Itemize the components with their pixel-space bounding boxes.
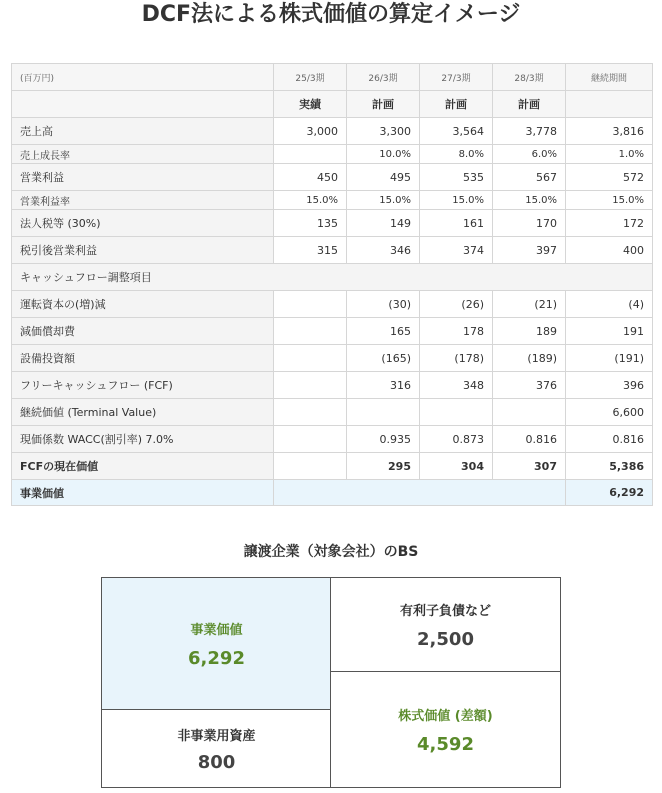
non-business-assets-amount: 800 <box>197 751 236 773</box>
period-header: 25/3期 <box>274 64 347 91</box>
bs-debt-box <box>330 577 561 673</box>
row-value: 161 <box>420 210 493 237</box>
row-label: 税引後営業利益 <box>12 237 274 264</box>
row-value: (165) <box>347 345 420 372</box>
row-value: 295 <box>347 453 420 480</box>
table-row <box>12 399 653 426</box>
row-value: 567 <box>493 164 566 191</box>
row-value: 1.0% <box>566 145 653 164</box>
row-value: 3,300 <box>347 118 420 145</box>
row-value: (26) <box>420 291 493 318</box>
type-header: 計画 <box>420 91 493 118</box>
unit-label: (百万円) <box>12 64 274 91</box>
table-row <box>12 164 653 191</box>
cf-adjustment-header: キャッシュフロー調整項目 <box>12 264 653 291</box>
equity-value-label: 株式価値 (差額) <box>398 708 493 724</box>
type-header: 計画 <box>493 91 566 118</box>
non-business-assets-label: 非事業用資産 <box>177 728 256 744</box>
table-row <box>12 210 653 237</box>
row-label: 営業利益 <box>12 164 274 191</box>
row-label: 現価係数 WACC(割引率) 7.0% <box>12 426 274 453</box>
row-value: 0.816 <box>493 426 566 453</box>
table-row <box>12 237 653 264</box>
row-value: 135 <box>274 210 347 237</box>
row-value: 346 <box>347 237 420 264</box>
row-value: 165 <box>347 318 420 345</box>
row-value: 535 <box>420 164 493 191</box>
business-value-label: 事業価値 <box>190 623 243 638</box>
row-value: (21) <box>493 291 566 318</box>
debt-label: 有利子負債など <box>399 604 491 619</box>
row-value: (189) <box>493 345 566 372</box>
row-value: 10.0% <box>347 145 420 164</box>
business-value-amount: 6,292 <box>188 648 245 669</box>
type-header <box>566 91 653 118</box>
row-value <box>274 345 347 372</box>
period-header: 28/3期 <box>493 64 566 91</box>
period-header: 26/3期 <box>347 64 420 91</box>
table-row <box>12 453 653 480</box>
period-header-row <box>12 64 653 91</box>
table-row <box>12 372 653 399</box>
bs-non-business-assets-box <box>101 709 332 788</box>
row-value <box>347 399 420 426</box>
bs-title: 譲渡企業（対象会社）のBS <box>243 544 419 560</box>
type-header-blank <box>12 91 274 118</box>
row-value: 6,600 <box>566 399 653 426</box>
row-value: 15.0% <box>274 191 347 210</box>
row-value <box>274 426 347 453</box>
row-value <box>274 453 347 480</box>
row-label: 設備投資額 <box>12 345 274 372</box>
row-value: 315 <box>274 237 347 264</box>
row-label: 運転資本の(増)減 <box>12 291 274 318</box>
row-value: 450 <box>274 164 347 191</box>
table-row <box>12 291 653 318</box>
row-value: 376 <box>493 372 566 399</box>
row-value: 6.0% <box>493 145 566 164</box>
bs-equity-box <box>330 671 561 788</box>
dcf-table <box>11 63 653 506</box>
table-row <box>12 426 653 453</box>
row-label: 営業利益率 <box>12 191 274 210</box>
row-value <box>420 399 493 426</box>
row-value: 316 <box>347 372 420 399</box>
row-value: 15.0% <box>566 191 653 210</box>
business-value-amount: 6,292 <box>566 480 653 506</box>
row-value: 495 <box>347 164 420 191</box>
row-value: 3,778 <box>493 118 566 145</box>
business-value-label: 事業価値 <box>12 480 274 506</box>
row-value <box>274 291 347 318</box>
row-value: 178 <box>420 318 493 345</box>
row-value <box>274 318 347 345</box>
row-value: 3,564 <box>420 118 493 145</box>
row-value: 304 <box>420 453 493 480</box>
row-value: (30) <box>347 291 420 318</box>
table-row <box>12 145 653 164</box>
period-header: 継続期間 <box>566 64 653 91</box>
row-value: 397 <box>493 237 566 264</box>
equity-value-amount: 4,592 <box>417 733 474 755</box>
debt-amount: 2,500 <box>417 629 474 650</box>
row-label: 売上成長率 <box>12 145 274 164</box>
business-value-row <box>12 480 653 506</box>
period-header: 27/3期 <box>420 64 493 91</box>
row-value: 572 <box>566 164 653 191</box>
row-value: 191 <box>566 318 653 345</box>
cf-adjustment-header-row <box>12 264 653 291</box>
table-row <box>12 318 653 345</box>
row-value <box>493 399 566 426</box>
row-label: FCFの現在価値 <box>12 453 274 480</box>
row-value: 5,386 <box>566 453 653 480</box>
page-title: DCF法による株式価値の算定イメージ <box>141 2 521 27</box>
row-value: 15.0% <box>347 191 420 210</box>
row-value: 15.0% <box>420 191 493 210</box>
row-value <box>274 145 347 164</box>
row-value: 149 <box>347 210 420 237</box>
row-value: 0.816 <box>566 426 653 453</box>
row-value <box>274 399 347 426</box>
row-value: 8.0% <box>420 145 493 164</box>
bs-business-value-box <box>101 577 332 711</box>
row-value: (191) <box>566 345 653 372</box>
type-header: 実績 <box>274 91 347 118</box>
row-value: 0.935 <box>347 426 420 453</box>
row-value <box>274 372 347 399</box>
row-value: (4) <box>566 291 653 318</box>
row-value: 3,000 <box>274 118 347 145</box>
row-value: 15.0% <box>493 191 566 210</box>
row-value: 396 <box>566 372 653 399</box>
row-value: 170 <box>493 210 566 237</box>
type-header-row <box>12 91 653 118</box>
row-label: 法人税等 (30%) <box>12 210 274 237</box>
row-value: 172 <box>566 210 653 237</box>
row-label: 減価償却費 <box>12 318 274 345</box>
business-value-blank <box>274 480 566 506</box>
row-label: 継続価値 (Terminal Value) <box>12 399 274 426</box>
row-value: 400 <box>566 237 653 264</box>
row-value: 189 <box>493 318 566 345</box>
type-header: 計画 <box>347 91 420 118</box>
row-label: フリーキャッシュフロー (FCF) <box>12 372 274 399</box>
row-value: 307 <box>493 453 566 480</box>
row-label: 売上高 <box>12 118 274 145</box>
row-value: (178) <box>420 345 493 372</box>
row-value: 3,816 <box>566 118 653 145</box>
row-value: 0.873 <box>420 426 493 453</box>
row-value: 374 <box>420 237 493 264</box>
table-row <box>12 345 653 372</box>
table-row <box>12 191 653 210</box>
row-value: 348 <box>420 372 493 399</box>
table-row <box>12 118 653 145</box>
